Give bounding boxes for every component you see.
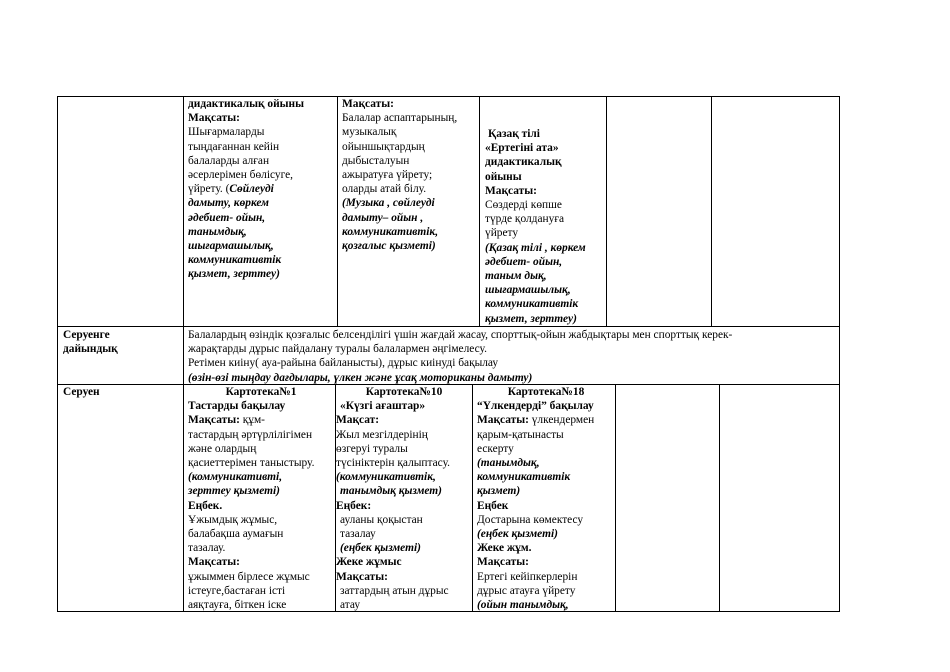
game-type: ойыны xyxy=(485,170,522,183)
table-border-right xyxy=(839,96,840,612)
col-divider-1 xyxy=(183,96,184,612)
work-text: Достарына көмектесу xyxy=(477,513,584,526)
goal-text: Балалар аспаптарының, xyxy=(342,112,458,125)
goal-text: оларды атай білу. xyxy=(342,183,427,196)
activity-note: (коммуникативтік, xyxy=(336,471,436,484)
row3-divider-4 xyxy=(615,384,616,612)
game-type: дидактикалық xyxy=(485,156,562,169)
activity-note: таным дық, xyxy=(485,270,547,283)
activity-note: коммуникативтік xyxy=(188,254,282,267)
work-label: Еңбек: xyxy=(336,499,372,512)
activity-note: шығармашылық, xyxy=(188,240,274,253)
activity-note: (коммуникативті, xyxy=(188,471,283,484)
activity-note: (еңбек қызметі) xyxy=(477,528,558,541)
row1-divider-4 xyxy=(606,96,607,326)
goal-text: өзгеруі туралы xyxy=(336,442,408,455)
goal-label: Мақсаты: xyxy=(477,556,529,569)
goal-text: ескерту xyxy=(477,442,514,455)
row3-divider-3 xyxy=(472,384,473,612)
activity-note: танымдық, xyxy=(188,225,247,238)
card-number: Картотека№18 xyxy=(507,386,585,398)
row-label: дайындық xyxy=(63,343,118,356)
table-border-left xyxy=(57,96,58,612)
activity-note: зерттеу қызметі) xyxy=(188,485,280,498)
goal-text: әсерлерімен бөлісуге, xyxy=(188,169,294,182)
activity-note: қызмет, зерттеу) xyxy=(485,312,577,325)
goal-label: Мақсат: xyxy=(336,414,379,427)
goal-text: түсініктерін қалыптасу. xyxy=(336,457,450,470)
activity-note: әдебиет- ойын, xyxy=(485,255,563,268)
goal-text: түрде қолдануға xyxy=(485,213,565,226)
goal-text: қарым-қатынасты xyxy=(477,428,564,441)
row1-col2-cell xyxy=(188,97,304,282)
goal-label: Мақсаты: xyxy=(485,184,537,197)
activity-note: (Қазақ тілі , көркем xyxy=(485,241,586,254)
activity-note: қызмет) xyxy=(477,485,521,498)
work-text: тазалау. xyxy=(188,542,226,555)
activity-note: (өзін-өзі тыңдау дағдылары, үлкен және ұсақ моториканы дамыту) xyxy=(188,371,533,384)
walk-prep-text: Балалардың өзіндік қозғалыс белсенділігі үшін жағдай жасау, спорттық-ойын жабдықтары мен спорттық керек- xyxy=(188,329,733,341)
row2-content-cell xyxy=(188,328,732,385)
row2-label-cell xyxy=(63,328,118,356)
work-text: балабақша аумағын xyxy=(188,528,284,541)
row3-divider-5 xyxy=(719,384,720,612)
card-title: «Күзгі ағаштар» xyxy=(340,400,426,413)
activity-note: шығармашылық, xyxy=(485,284,571,297)
row3-col4-cell xyxy=(477,385,615,612)
table-border-row1-bottom xyxy=(57,326,840,327)
goal-text: дұрыс атауға үйрету xyxy=(477,584,576,597)
goal-text: тыңдағаннан кейін xyxy=(188,140,280,153)
goal-text: аяқтауға, біткен іске xyxy=(188,599,287,612)
card-title: Тастарды бақылау xyxy=(188,400,286,413)
activity-note: қызмет, зерттеу) xyxy=(188,268,280,281)
goal-text: ұжыммен бірлесе жұмыс xyxy=(188,570,310,583)
row3-col3-cell xyxy=(336,385,472,612)
goal-label: Мақсаты: xyxy=(342,98,394,110)
goal-text: және олардың xyxy=(188,442,257,455)
work-label: Еңбек xyxy=(477,499,509,512)
goal-line: Мақсаты: құм- xyxy=(188,414,265,427)
activity-note: коммуникативтік xyxy=(485,298,579,311)
activity-note: коммуникативтік xyxy=(477,471,571,484)
goal-text-line: үйрету. (Сөйлеуді xyxy=(188,183,274,196)
activity-note: (еңбек қызметі) xyxy=(340,542,421,555)
row-label: Серуенге xyxy=(63,329,110,341)
row1-col4-cell xyxy=(485,127,586,326)
goal-label: Мақсаты: xyxy=(188,112,240,125)
goal-label: Мақсаты: xyxy=(188,556,240,569)
goal-line: Мақсаты: үлкендермен xyxy=(477,414,595,427)
goal-text: ойыншықтардың xyxy=(342,140,425,153)
goal-text: дыбысталуын xyxy=(342,154,410,167)
individual-work-label: Жеке жұм. xyxy=(477,542,532,555)
row3-label-cell xyxy=(63,385,100,399)
activity-note: (ойын танымдық, xyxy=(477,599,569,612)
goal-text: ажыратуға үйрету; xyxy=(342,169,433,182)
goal-text: заттардың атын дұрыс xyxy=(340,584,449,597)
activity-note: танымдық қызмет) xyxy=(340,485,442,498)
goal-text: Ертегі кейіпкерлерін xyxy=(477,570,578,583)
row3-col2-cell xyxy=(188,385,334,612)
game-title: дидактикалық ойыны xyxy=(188,98,304,110)
individual-work-label: Жеке жұмыс xyxy=(336,556,402,569)
goal-label: Мақсаты: xyxy=(336,570,388,583)
activity-note: дамыту– ойын , xyxy=(342,211,424,224)
game-subject: Қазақ тілі xyxy=(488,128,540,140)
walk-prep-text: Ретімен киіну( ауа-райына байланысты), дұрыс киінуді бақылау xyxy=(188,357,499,370)
row-label: Серуен xyxy=(63,386,100,398)
goal-text: Шығармаларды xyxy=(188,126,265,139)
card-number: Картотека№10 xyxy=(365,386,443,398)
work-label: Еңбек. xyxy=(188,499,223,512)
goal-text: балаларды алған xyxy=(188,154,270,167)
goal-text: қасиеттерімен таныстыру. xyxy=(188,457,315,470)
goal-text: тастардың әртүрлілігімен xyxy=(188,428,313,441)
goal-text: музыкалық xyxy=(342,126,397,139)
work-text: ауланы қоқыстан xyxy=(340,513,423,526)
goal-text: істеуге,бастаған істі xyxy=(188,584,286,597)
game-title: «Ертегіні ата» xyxy=(485,142,559,155)
goal-text: Жыл мезгілдерінің xyxy=(336,428,428,441)
activity-note: қозғалыс қызметі) xyxy=(342,240,436,253)
activity-note: (танымдық, xyxy=(477,457,540,470)
activity-note: әдебиет- ойын, xyxy=(188,211,266,224)
row1-divider-3 xyxy=(479,96,480,326)
walk-prep-text: жарақтарды дұрыс пайдалану туралы балалармен әңгімелесу. xyxy=(188,343,487,356)
card-title: “Үлкендерді” бақылау xyxy=(477,400,594,413)
card-number: Картотека№1 xyxy=(225,386,297,398)
goal-text: үйрету xyxy=(485,227,519,240)
activity-note: дамыту, көркем xyxy=(188,197,269,210)
activity-note: коммуникативтік, xyxy=(342,225,439,238)
activity-note: (Музыка , сөйлеуді xyxy=(342,197,435,210)
work-text: тазалау xyxy=(340,528,376,541)
goal-text: Сөздерді көпше xyxy=(485,199,562,212)
row1-divider-5 xyxy=(711,96,712,326)
work-text: Ұжымдық жұмыс, xyxy=(188,513,278,526)
goal-text: атау xyxy=(340,599,361,612)
row1-divider-2 xyxy=(337,96,338,326)
row1-col3-cell xyxy=(342,97,457,253)
